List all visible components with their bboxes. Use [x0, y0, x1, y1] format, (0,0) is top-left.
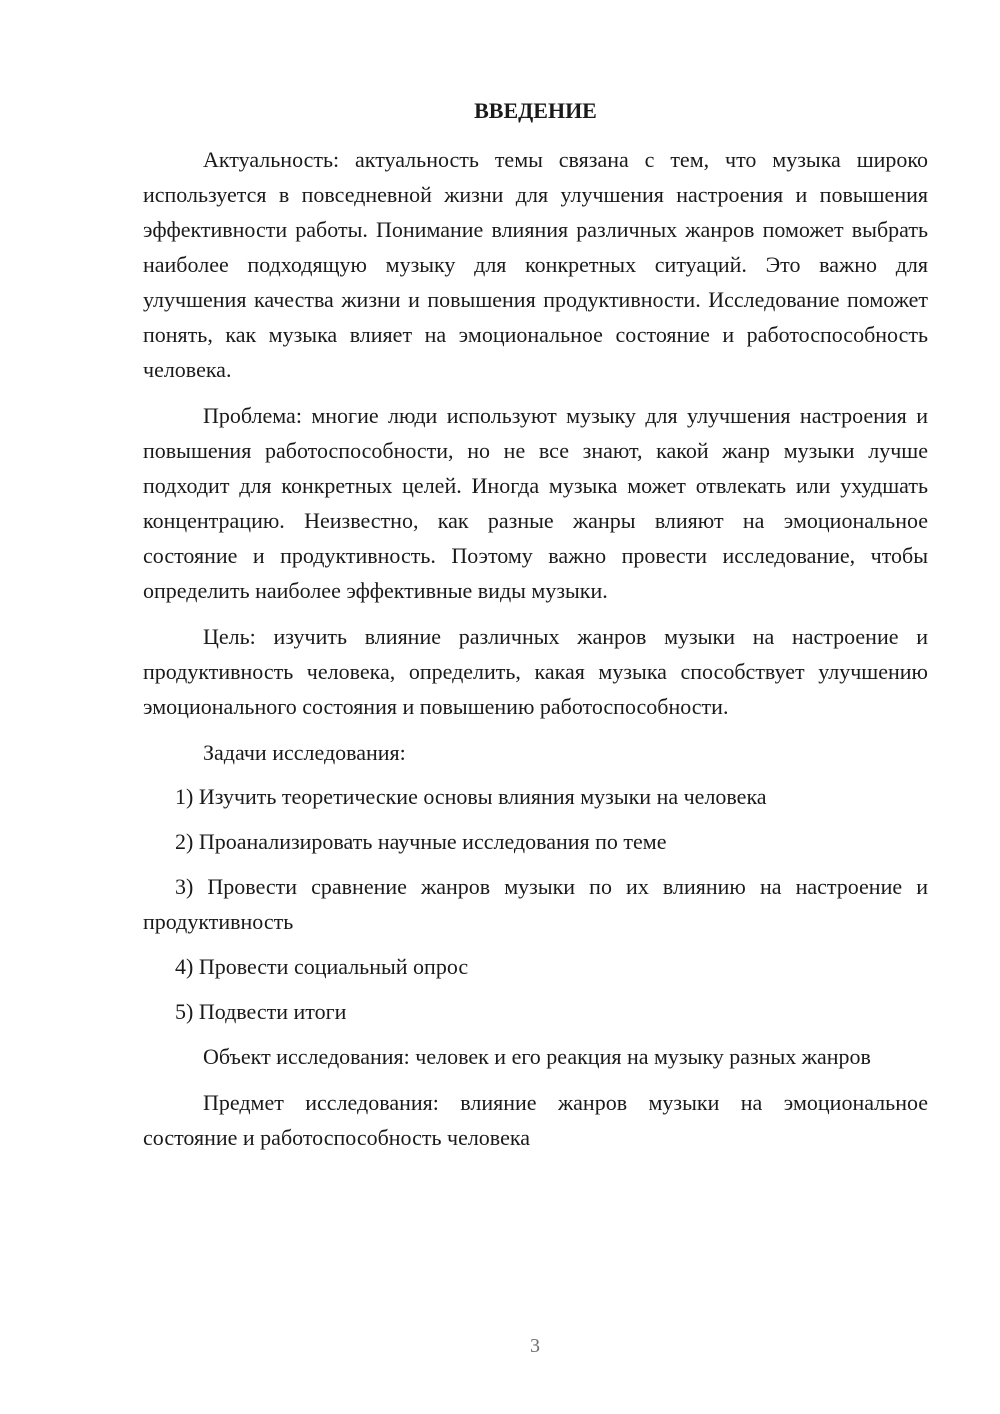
task-item-3: 3) Провести сравнение жанров музыки по их влиянию на настроение и продуктивность — [143, 874, 928, 934]
page-number: 3 — [530, 1335, 540, 1357]
section-heading: ВВЕДЕНИЕ — [474, 98, 597, 123]
object-paragraph: Объект исследования: человек и его реакция на музыку разных жанров — [203, 1044, 871, 1069]
document-body — [143, 142, 928, 1155]
problem-paragraph: Проблема: многие люди используют музыку для улучшения настроения и повышения работоспособности, но не все знают, какой жанр музыки лучше подходит для конкретных целей. Иногда музыка может отвлекать или ухудшать концентрацию. Неизвестно, как разные жанры влияют на эмоциональное состояние и продуктивность. Поэтому важно провести исследование, чтобы определить наиболее эффективные виды музыки. — [143, 403, 928, 603]
tasks-heading: Задачи исследования: — [203, 740, 406, 765]
tasks-list — [143, 779, 928, 1029]
relevance-paragraph: Актуальность: актуальность темы связана с тем, что музыка широко используется в повседневной жизни для улучшения настроения и повышения эффективности работы. Понимание влияния различных жанров поможет выбрать наиболее подходящую музыку для конкретных ситуаций. Это важно для улучшения качества жизни и повышения продуктивности. Исследование поможет понять, как музыка влияет на эмоциональное состояние и работоспособность человека. — [143, 147, 928, 382]
task-item-5: 5) Подвести итоги — [175, 999, 347, 1024]
task-item-2: 2) Проанализировать научные исследования по теме — [175, 829, 667, 854]
task-item-4: 4) Провести социальный опрос — [175, 954, 469, 979]
subject-paragraph: Предмет исследования: влияние жанров музыки на эмоциональное состояние и работоспособность человека — [143, 1090, 928, 1150]
goal-paragraph: Цель: изучить влияние различных жанров музыки на настроение и продуктивность человека, определить, какая музыка способствует улучшению эмоционального состояния и повышению работоспособности. — [143, 624, 928, 719]
task-item-1: 1) Изучить теоретические основы влияния музыки на человека — [175, 784, 767, 809]
